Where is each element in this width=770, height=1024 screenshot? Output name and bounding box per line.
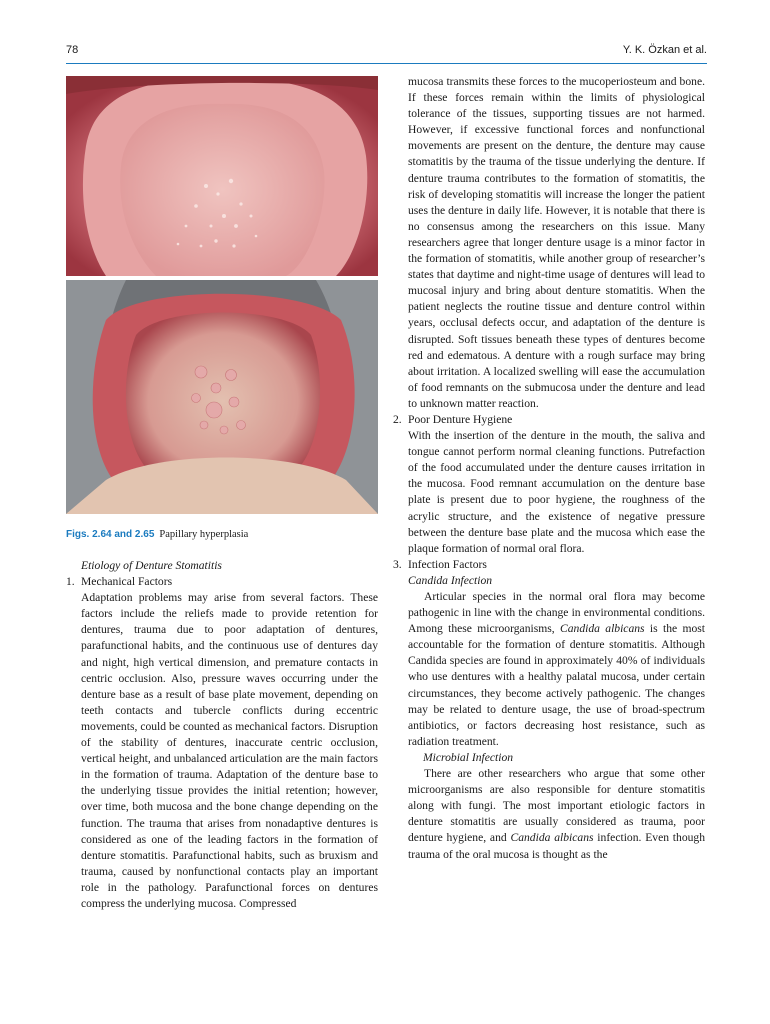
right-column [393,74,705,863]
figure-caption [66,529,248,540]
list-item-number: 2. [393,412,402,426]
paragraph [393,766,705,863]
header-rule [66,63,707,64]
left-column [66,558,378,912]
page-number: 78 [66,44,79,56]
clinical-photo-palate-2 [66,280,378,514]
paragraph: Adaptation problems may arise from several factors. These factors include the reliefs made to provide retention for dentures, trauma due to poor adaptation of dentures, parafunctional habits, and the continuous use of dentures day and night, high vertical dimension, and premature contacts in centric occlusion. Also, pressure waves occurring under the denture base as a result of base plate movement, depending on teeth contacts and tubercle conflicts during eccentric movements, could be counted as mechanical factors. Disruption of the stability of dentures, inaccurate centric occlusion, vertical height, and unbalanced articulation are the main factors in the formation of trauma. Adaptation of the denture base to the underlying tissue provides the initial retention; however, over time, both mucosa and the bone change depending on the function. The trauma that arises from nonadaptive dentures is considered as one of the leading factors in the formation of denture stomatitis. Parafunctional habits, such as bruxism and trauma, caused by nonfunctional contacts play an important role in the pathology. Parafunctional forces on dentures compress the underlying mucosa. Compressed [81,591,378,910]
paragraph: mucosa transmits these forces to the mucoperiosteum and bone. If these forces remain within the limits of physiological tolerance of the tissues, supporting tissues are not harmed. However, if excessive functional forces and nonfunctional movements are present on the denture, the denture may cause stomatitis by the trauma of the tissue underlying the denture. If denture trauma contributes to the formation of stomatitis, the risk of developing stomatitis will increase the longer the patient uses the denture in daily life. However, it is notable that there is no consensus among the researchers on this issue. Many researchers agree that longer denture usage is a minor factor in the formation of stomatitis, while another group of researcher’s states that daytime and night-time usage of dentures will lead to mucosal injury and bring about denture stomatitis. When the patient neglects the routine tissue and denture control within years, occlusal defects occur, and adaptation of the denture is disrupted. Soft tissues beneath these types of dentures become red and edematous. A denture with a rough surface may bring about irritation. A localized swelling will ease the accumulation of food remnants on the submucosa under the denture and lead to unknown matter reaction. [408,75,705,410]
list-item-heading [66,574,378,590]
paragraph [393,589,705,750]
list-item-title: Mechanical Factors [81,575,173,589]
running-header [66,44,707,62]
list-item-title: Infection Factors [408,557,487,571]
paragraph: With the insertion of the denture in the mouth, the saliva and tongue cannot perform normal cleaning functions. Putrefaction of the food accumulated under the denture causes irritation in the mucosa. Food remnant accumulation on the denture base plate is present due to poor hygiene, the roughness of the acrylic structure, and the existence of negative pressure between the denture base plate and the mucosa which ease the plaque formation of normal oral flora. [408,429,705,555]
text-run: There are other researchers who argue that some other microorganisms are also responsible for denture stomatitis along with fungi. The most important etiologic factors in denture stomatitis are usually considered as trauma, poor denture hygiene, and [408,767,705,845]
species-name: Candida albicans [510,831,594,845]
section-heading: Etiology of Denture Stomatitis [81,559,222,572]
text-run: infection. Even though trauma of the oral mucosa is thought as the [408,831,706,861]
species-name: Candida albicans [560,622,645,636]
list-item-heading [393,412,705,428]
list-item-title: Poor Denture Hygiene [408,412,513,426]
text-run: is the most accountable for the formation of denture stomatitis. Although Candida species are found in approximately 40% of individuals who use dentures with a healthy palatal mucosa, under certain circumstances, they become actively pathogenic. The changes may be related to denture usage, the use of broad-spectrum antibiotics, or factors decreasing host resistance, such as radiation treatment. [408,622,706,748]
clinical-photo-palate-1 [66,76,378,276]
subsection-heading: Microbial Infection [423,750,514,764]
list-item-heading [393,557,705,573]
running-header-authors: Y. K. Özkan et al. [622,44,707,56]
figure-label: Figs. 2.64 and 2.65 [66,529,155,540]
list-item-number: 1. [66,575,75,589]
subsection-heading: Candida Infection [408,573,493,587]
list-item-number: 3. [393,557,402,571]
figure-caption-text: Papillary hyperplasia [159,529,249,540]
text-run: Articular species in the normal oral flora may become pathogenic in line with the change in environmental conditions. Among these microorganisms, [408,590,705,636]
